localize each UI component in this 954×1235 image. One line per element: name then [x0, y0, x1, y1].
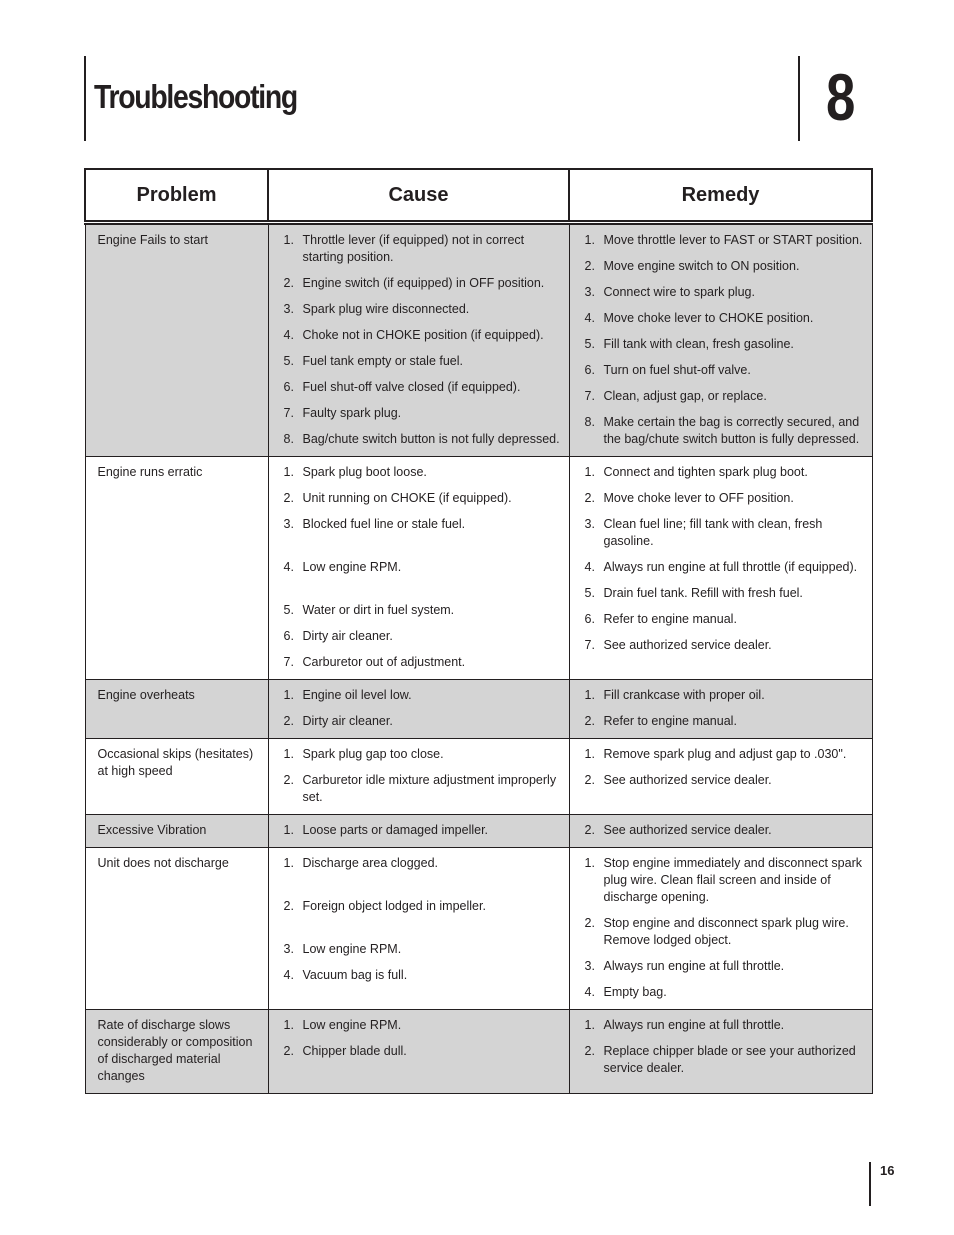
item-text: See authorized service dealer.: [603, 773, 772, 787]
item-text: Fuel tank empty or stale fuel.: [302, 354, 463, 368]
problem-cell: Engine runs erratic: [85, 457, 268, 680]
troubleshooting-table: [84, 168, 873, 1094]
item-number: 5.: [584, 337, 595, 351]
table-row: [85, 848, 872, 1010]
remedy-cell-list: [582, 232, 864, 448]
problem-cell: Rate of discharge slows considerably or composition of discharged material changes: [85, 1010, 268, 1094]
header-problem: Problem: [85, 169, 268, 223]
cause-cell: [268, 223, 569, 457]
cause-item: [281, 602, 561, 619]
item-text: Low engine RPM.: [302, 1018, 402, 1032]
problem-cell: Engine overheats: [85, 680, 268, 739]
cause-cell: [268, 680, 569, 739]
remedy-item: [582, 687, 864, 704]
item-number: 5.: [283, 354, 294, 368]
item-text: Fill tank with clean, fresh gasoline.: [603, 337, 794, 351]
remedy-cell: [569, 815, 872, 848]
item-number: 1.: [283, 233, 294, 247]
remedy-item: [582, 822, 864, 839]
problem-cell: Excessive Vibration: [85, 815, 268, 848]
item-number: 1.: [584, 233, 595, 247]
cause-item: [281, 464, 561, 481]
item-text: Turn on fuel shut-off valve.: [603, 363, 751, 377]
cause-item: [281, 516, 561, 533]
cause-cell-list: [281, 687, 561, 730]
page-title: Troubleshooting: [94, 78, 297, 115]
cause-item: [281, 967, 561, 984]
cause-item: [281, 687, 561, 704]
item-number: 6.: [283, 629, 294, 643]
remedy-item: [582, 516, 864, 550]
item-text: Engine oil level low.: [302, 688, 412, 702]
cause-item: [281, 855, 561, 872]
item-number: 2.: [584, 1044, 595, 1058]
remedy-cell-list: [582, 746, 864, 789]
item-number: 2.: [584, 491, 595, 505]
remedy-cell-list: [582, 855, 864, 1001]
item-number: 8.: [584, 415, 595, 429]
item-text: Low engine RPM.: [302, 942, 402, 956]
item-text: Connect wire to spark plug.: [603, 285, 755, 299]
item-number: 2.: [584, 823, 595, 837]
remedy-item: [582, 362, 864, 379]
item-number: 4.: [283, 560, 294, 574]
item-number: 4.: [283, 328, 294, 342]
remedy-item: [582, 746, 864, 763]
item-text: Always run engine at full throttle.: [603, 1018, 785, 1032]
item-number: 3.: [584, 517, 595, 531]
remedy-item: [582, 232, 864, 249]
item-text: Foreign object lodged in impeller.: [302, 899, 486, 913]
remedy-item: [582, 559, 864, 576]
remedy-cell-list: [582, 822, 864, 839]
cause-item: [281, 431, 561, 448]
remedy-item: [582, 284, 864, 301]
item-text: Clean fuel line; fill tank with clean, fresh gasoline.: [603, 517, 823, 548]
item-number: 3.: [283, 302, 294, 316]
cause-cell: [268, 848, 569, 1010]
problem-cell: Occasional skips (hesitates) at high speed: [85, 739, 268, 815]
cause-item: [281, 301, 561, 318]
remedy-cell: [569, 680, 872, 739]
cause-cell-list: [281, 746, 561, 806]
item-number: 7.: [283, 655, 294, 669]
item-text: Move throttle lever to FAST or START position.: [603, 233, 863, 247]
cause-item: [281, 713, 561, 730]
cause-item: [281, 654, 561, 671]
item-text: Blocked fuel line or stale fuel.: [302, 517, 466, 531]
remedy-item: [582, 611, 864, 628]
item-text: Refer to engine manual.: [603, 714, 737, 728]
item-number: 3.: [283, 517, 294, 531]
cause-item: [281, 379, 561, 396]
item-text: Always run engine at full throttle (if equipped).: [603, 560, 858, 574]
item-text: Fill crankcase with proper oil.: [603, 688, 765, 702]
item-number: 1.: [283, 823, 294, 837]
item-text: Move choke lever to CHOKE position.: [603, 311, 814, 325]
item-number: 1.: [584, 465, 595, 479]
item-text: Move choke lever to OFF position.: [603, 491, 794, 505]
table-row: [85, 739, 872, 815]
remedy-cell: [569, 1010, 872, 1094]
remedy-item: [582, 414, 864, 448]
item-number: 3.: [584, 285, 595, 299]
page-number: 16: [880, 1163, 895, 1178]
page-number-rule: [869, 1162, 871, 1206]
chapter-number: 8: [826, 60, 856, 134]
item-text: See authorized service dealer.: [603, 823, 772, 837]
remedy-item: [582, 388, 864, 405]
cause-item: [281, 405, 561, 422]
item-text: Carburetor out of adjustment.: [302, 655, 466, 669]
cause-item: [281, 559, 561, 576]
chapter-rule: [798, 56, 800, 141]
item-text: See authorized service dealer.: [603, 638, 772, 652]
cause-cell: [268, 815, 569, 848]
cause-item: [281, 1017, 561, 1034]
item-number: 2.: [283, 276, 294, 290]
remedy-item: [582, 336, 864, 353]
item-number: 1.: [584, 856, 595, 870]
cause-item: [281, 1043, 561, 1060]
item-number: 1.: [283, 465, 294, 479]
item-number: 1.: [283, 1018, 294, 1032]
problem-cell: Unit does not discharge: [85, 848, 268, 1010]
remedy-item: [582, 958, 864, 975]
item-number: 2.: [584, 916, 595, 930]
remedy-item: [582, 713, 864, 730]
cause-cell-list: [281, 822, 561, 839]
table-row: [85, 457, 872, 680]
item-number: 7.: [283, 406, 294, 420]
item-number: 7.: [584, 638, 595, 652]
item-text: Engine switch (if equipped) in OFF position.: [302, 276, 545, 290]
cause-item: [281, 490, 561, 507]
item-text: Refer to engine manual.: [603, 612, 737, 626]
header-remedy: Remedy: [569, 169, 872, 223]
remedy-cell-list: [582, 687, 864, 730]
table-row: [85, 223, 872, 457]
remedy-item: [582, 310, 864, 327]
cause-cell-list: [281, 855, 561, 984]
item-number: 1.: [584, 688, 595, 702]
item-number: 1.: [283, 856, 294, 870]
remedy-item: [582, 585, 864, 602]
cause-item: [281, 746, 561, 763]
item-number: 6.: [584, 363, 595, 377]
cause-cell: [268, 1010, 569, 1094]
item-text: Stop engine and disconnect spark plug wire. Remove lodged object.: [603, 916, 849, 947]
item-number: 7.: [584, 389, 595, 403]
cause-cell-list: [281, 232, 561, 448]
cause-item: [281, 941, 561, 958]
remedy-item: [582, 490, 864, 507]
item-text: Water or dirt in fuel system.: [302, 603, 455, 617]
cause-item: [281, 232, 561, 266]
item-text: Low engine RPM.: [302, 560, 402, 574]
item-number: 1.: [283, 747, 294, 761]
item-number: 1.: [584, 1018, 595, 1032]
item-number: 4.: [584, 311, 595, 325]
item-text: Choke not in CHOKE position (if equipped).: [302, 328, 544, 342]
remedy-item: [582, 1017, 864, 1034]
header-cause: Cause: [268, 169, 569, 223]
item-number: 2.: [584, 714, 595, 728]
item-text: Clean, adjust gap, or replace.: [603, 389, 767, 403]
cause-item: [281, 628, 561, 645]
remedy-cell-list: [582, 464, 864, 654]
cause-item: [281, 275, 561, 292]
item-text: Bag/chute switch button is not fully depressed.: [302, 432, 560, 446]
item-text: Move engine switch to ON position.: [603, 259, 800, 273]
remedy-item: [582, 855, 864, 906]
item-text: Stop engine immediately and disconnect spark plug wire. Clean flail screen and inside of discharge opening.: [603, 856, 862, 904]
item-number: 1.: [283, 688, 294, 702]
problem-cell: Engine Fails to start: [85, 223, 268, 457]
cause-item: [281, 327, 561, 344]
remedy-item: [582, 1043, 864, 1077]
remedy-cell: [569, 457, 872, 680]
item-text: Drain fuel tank. Refill with fresh fuel.: [603, 586, 803, 600]
item-text: Dirty air cleaner.: [302, 714, 393, 728]
item-text: Vacuum bag is full.: [302, 968, 408, 982]
cause-cell: [268, 739, 569, 815]
remedy-item: [582, 915, 864, 949]
item-number: 2.: [283, 773, 294, 787]
item-text: Carburetor idle mixture adjustment improperly set.: [302, 773, 557, 804]
table-row: [85, 1010, 872, 1094]
item-number: 2.: [584, 773, 595, 787]
item-text: Unit running on CHOKE (if equipped).: [302, 491, 512, 505]
item-number: 2.: [283, 714, 294, 728]
cause-item: [281, 898, 561, 915]
remedy-item: [582, 464, 864, 481]
item-number: 2.: [584, 259, 595, 273]
cause-item: [281, 772, 561, 806]
remedy-cell: [569, 739, 872, 815]
item-text: Make certain the bag is correctly secured, and the bag/chute switch button is fully depressed.: [603, 415, 860, 446]
table-row: [85, 680, 872, 739]
remedy-item: [582, 637, 864, 654]
item-text: Always run engine at full throttle.: [603, 959, 785, 973]
remedy-item: [582, 984, 864, 1001]
item-text: Connect and tighten spark plug boot.: [603, 465, 808, 479]
item-text: Faulty spark plug.: [302, 406, 402, 420]
item-number: 4.: [584, 985, 595, 999]
title-rule: [84, 56, 86, 141]
item-text: Empty bag.: [603, 985, 667, 999]
remedy-cell: [569, 223, 872, 457]
cause-item: [281, 822, 561, 839]
item-text: Discharge area clogged.: [302, 856, 438, 870]
remedy-item: [582, 258, 864, 275]
item-number: 3.: [584, 959, 595, 973]
item-text: Spark plug boot loose.: [302, 465, 427, 479]
item-number: 2.: [283, 1044, 294, 1058]
item-text: Spark plug wire disconnected.: [302, 302, 470, 316]
item-number: 2.: [283, 491, 294, 505]
item-number: 6.: [283, 380, 294, 394]
cause-cell-list: [281, 464, 561, 671]
item-text: Dirty air cleaner.: [302, 629, 393, 643]
item-number: 4.: [584, 560, 595, 574]
table-row: [85, 815, 872, 848]
item-number: 2.: [283, 899, 294, 913]
item-text: Spark plug gap too close.: [302, 747, 444, 761]
item-number: 5.: [283, 603, 294, 617]
table-body: [85, 223, 872, 1094]
remedy-cell: [569, 848, 872, 1010]
remedy-cell-list: [582, 1017, 864, 1077]
item-text: Remove spark plug and adjust gap to .030".: [603, 747, 847, 761]
cause-item: [281, 353, 561, 370]
item-number: 4.: [283, 968, 294, 982]
item-text: Loose parts or damaged impeller.: [302, 823, 489, 837]
cause-cell-list: [281, 1017, 561, 1060]
item-number: 1.: [584, 747, 595, 761]
item-number: 8.: [283, 432, 294, 446]
cause-cell: [268, 457, 569, 680]
item-text: Fuel shut-off valve closed (if equipped).: [302, 380, 521, 394]
remedy-item: [582, 772, 864, 789]
item-number: 6.: [584, 612, 595, 626]
item-number: 5.: [584, 586, 595, 600]
item-text: Throttle lever (if equipped) not in correct starting position.: [302, 233, 525, 264]
item-number: 3.: [283, 942, 294, 956]
item-text: Chipper blade dull.: [302, 1044, 407, 1058]
item-text: Replace chipper blade or see your authorized service dealer.: [603, 1044, 856, 1075]
